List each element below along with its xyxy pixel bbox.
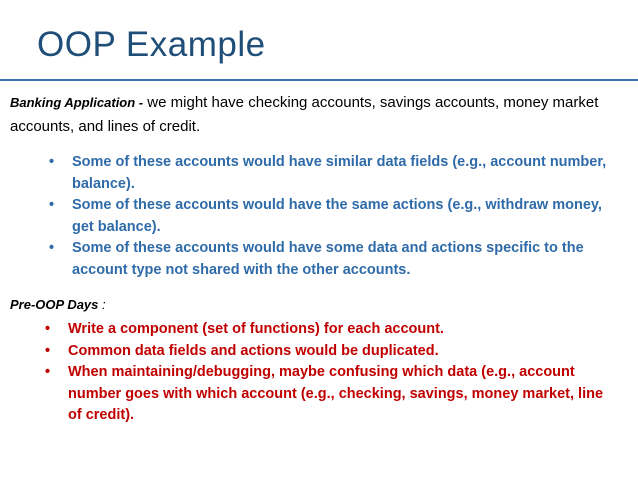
pre-oop-colon: :	[98, 297, 106, 312]
list-item	[45, 362, 616, 427]
bullet-text: Common data fields and actions would be duplicated.	[68, 342, 439, 359]
title-divider	[0, 79, 638, 81]
pre-oop-bullet-list	[45, 319, 616, 427]
list-item	[49, 152, 612, 195]
bullet-text: Some of these accounts would have the same actions (e.g., withdraw money, get balance).	[72, 197, 602, 235]
bullet-text: When maintaining/debugging, maybe confusing which data (e.g., account number goes with which account (e.g., checking, savings, money market, line of credit).	[68, 364, 604, 423]
bullet-icon: •	[49, 197, 55, 213]
intro-paragraph	[10, 91, 610, 139]
intro-text: we might have checking accounts, savings accounts, money market accounts, and lines of credit.	[10, 94, 599, 135]
bullet-icon: •	[45, 342, 51, 359]
list-item	[45, 319, 616, 341]
intro-lead: Banking Application -	[10, 95, 144, 110]
pre-oop-label: Pre-OOP Days	[10, 297, 99, 312]
bullet-icon: •	[45, 321, 51, 337]
bullet-text: Some of these accounts would have some data and actions specific to the account type not shared with the other accounts.	[72, 240, 584, 278]
bullet-icon: •	[45, 364, 51, 380]
pre-oop-heading	[10, 297, 106, 312]
bullet-icon: •	[49, 154, 55, 170]
oop-bullet-list	[49, 152, 612, 281]
list-item	[49, 238, 612, 281]
bullet-text: Write a component (set of functions) for each account.	[68, 321, 444, 337]
list-item	[49, 195, 612, 238]
bullet-icon: •	[49, 240, 55, 256]
slide-title: OOP Example	[37, 25, 266, 64]
list-item	[45, 341, 616, 363]
bullet-text: Some of these accounts would have similar data fields (e.g., account number, balance).	[72, 154, 607, 192]
